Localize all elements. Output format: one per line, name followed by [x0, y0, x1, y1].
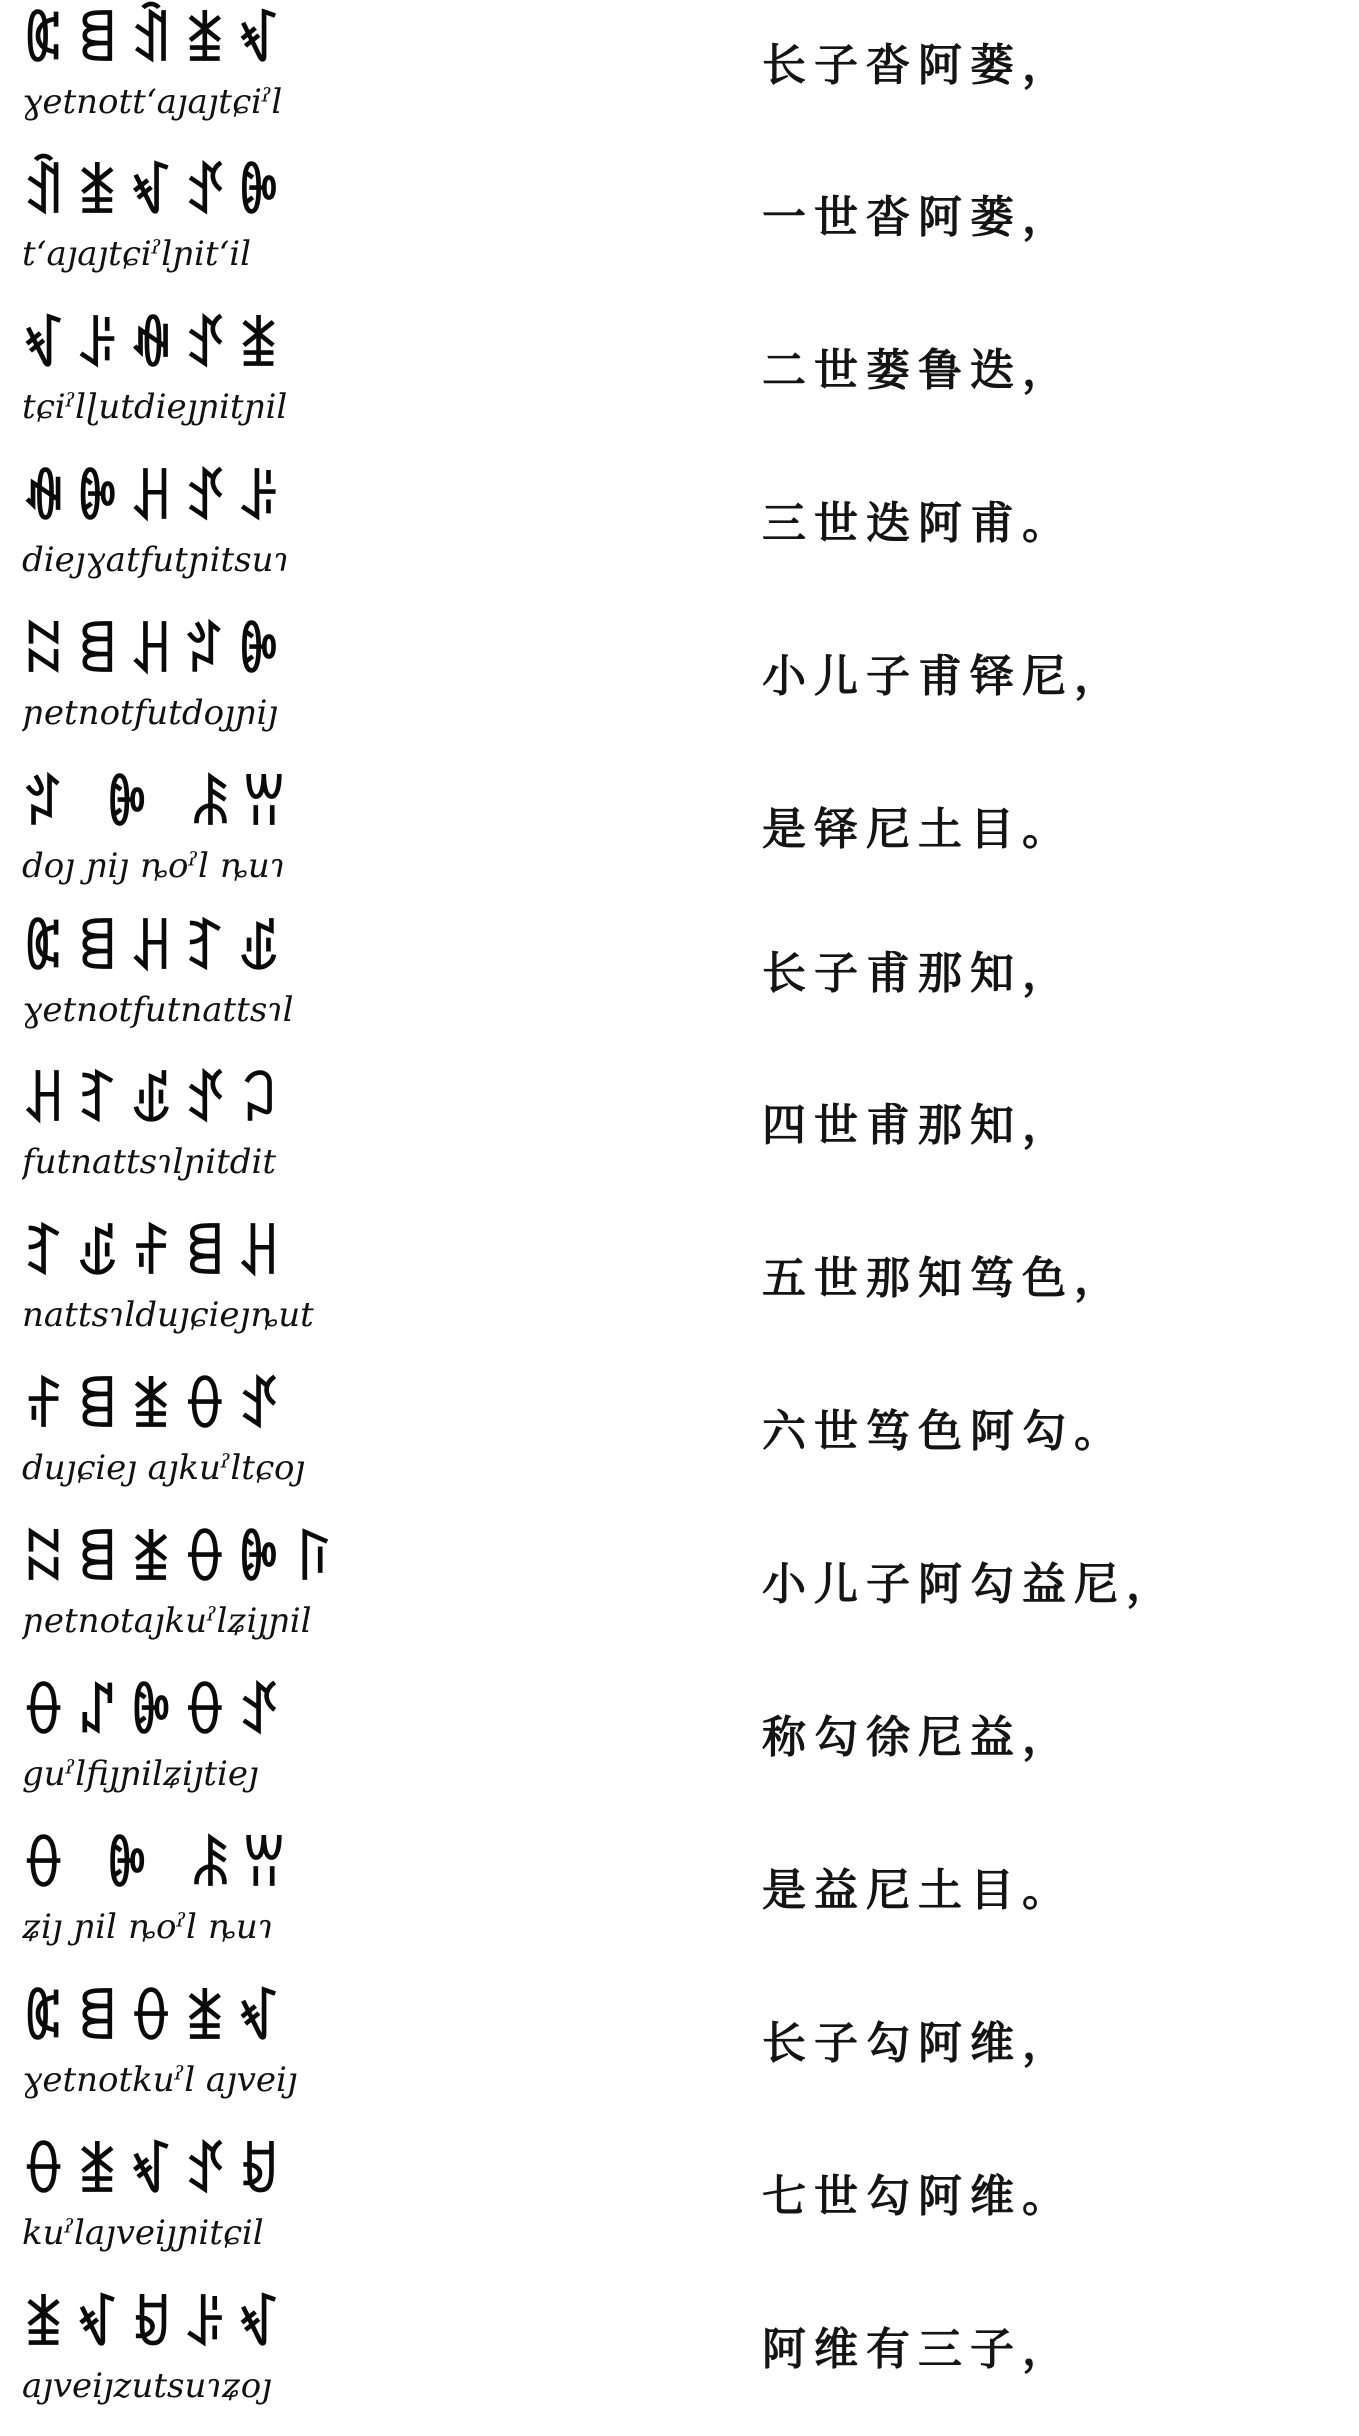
yi-script-line: ꁧꃴꀂꌠꃴ	[22, 2292, 291, 2358]
verse-row	[0, 305, 1359, 457]
verse-row	[0, 764, 1359, 916]
phonetic-transcription: ɣetnottʻaȷaȷtɕiˀl	[22, 82, 283, 122]
phonetic-transcription: ʑiȷ ɲil ȵoˀl ȵuɿ	[22, 1907, 274, 1947]
yi-script-line: ꄂ ꐊ ꄯꀕ	[22, 772, 296, 838]
phonetic-transcription: guˀlfiȷɲilʑiȷtieȷ	[22, 1754, 259, 1794]
verse-row	[0, 152, 1359, 304]
verse-row	[0, 1978, 1359, 2130]
phonetic-transcription: duȷɕieȷ aȷkuˀltɕoȷ	[22, 1448, 306, 1488]
verse-row	[0, 1060, 1359, 1212]
verse-row	[0, 0, 1359, 152]
yi-script-line: ꀉꁧꃴꀋꐊ	[22, 160, 291, 226]
chinese-translation: 长子沓阿蒌，	[762, 40, 1074, 91]
phonetic-transcription: aȷveiȷzutsuɿʑoȷ	[22, 2366, 272, 2406]
verse-row	[0, 1825, 1359, 1977]
phonetic-transcription: ɣetnotfutnattsɿl	[22, 990, 294, 1030]
phonetic-transcription: futnattsɿlɲitdit	[22, 1142, 277, 1182]
yi-script-line: ꀇꁌꃅꆈꍑ	[22, 916, 291, 982]
yi-script-line: ꃴꌠꊿꀋꁧ	[22, 313, 291, 379]
yi-script-line: ꂷꁧꃴꀋꀂ	[22, 2139, 291, 2205]
verse-row	[0, 1213, 1359, 1365]
verse-row	[0, 611, 1359, 763]
yi-script-line: ꉆꁌꃅꄂꐊ	[22, 619, 291, 685]
phonetic-transcription: ɲetnotaȷkuˀlʑiȷɲil	[22, 1601, 312, 1641]
verse-row	[0, 908, 1359, 1060]
chinese-translation: 是益尼土目。	[762, 1865, 1074, 1916]
yi-script-line: ꂷ ꐊ ꄯꀕ	[22, 1833, 296, 1899]
chinese-translation: 四世甫那知，	[762, 1100, 1074, 1151]
verse-row	[0, 2131, 1359, 2283]
phonetic-transcription: tʻaȷaȷtɕiˀlɲitʻil	[22, 234, 252, 274]
chinese-translation: 长子甫那知，	[762, 948, 1074, 999]
yi-script-line: ꆈꍑꄙꁌꃅ	[22, 1221, 291, 1287]
phonetic-transcription: ɲetnotfutdoȷɲiȷ	[22, 693, 278, 733]
verse-row	[0, 458, 1359, 610]
chinese-translation: 长子勾阿维，	[762, 2018, 1074, 2069]
phonetic-transcription: kuˀlaȷveiȷɲitɕil	[22, 2213, 264, 2253]
verse-row	[0, 1366, 1359, 1518]
chinese-translation: 阿维有三子，	[762, 2324, 1074, 2375]
phonetic-transcription: doȷ ɲiȷ ȵoˀl ȵuɿ	[22, 846, 286, 886]
verse-row	[0, 2284, 1359, 2436]
chinese-translation: 小儿子甫铎尼，	[762, 651, 1126, 702]
yi-script-line: ꄙꁌꁧꂷꀋ	[22, 1374, 291, 1440]
chinese-translation: 五世那知笃色，	[762, 1253, 1126, 1304]
chinese-translation: 三世迭阿甫。	[762, 498, 1074, 549]
chinese-translation: 一世沓阿蒌，	[762, 192, 1074, 243]
yi-script-line: ꂷꁴꐊꂷꀋ	[22, 1680, 291, 1746]
yi-script-line: ꉆꁌꁧꂷꐊꑍ	[22, 1527, 345, 1593]
chinese-translation: 小儿子阿勾益尼，	[762, 1559, 1178, 1610]
chinese-translation: 六世笃色阿勾。	[762, 1406, 1126, 1457]
phonetic-transcription: tɕiˀlɭutdieȷɲitɲil	[22, 387, 288, 427]
phonetic-transcription: dieȷɣatfutɲitsuɿ	[22, 540, 289, 580]
yi-script-line: ꀇꁌꀉꁧꃴ	[22, 8, 291, 74]
chinese-translation: 二世蒌鲁迭，	[762, 345, 1074, 396]
yi-script-line: ꊿꐊꃅꀋꌠ	[22, 466, 291, 532]
chinese-translation: 称勾徐尼益，	[762, 1712, 1074, 1763]
phonetic-transcription: ɣetnotkuˀl aȷveiȷ	[22, 2060, 298, 2100]
verse-row	[0, 1672, 1359, 1824]
phonetic-transcription: nattsɿlduȷɕieȷȵut	[22, 1295, 314, 1335]
chinese-translation: 是铎尼土目。	[762, 804, 1074, 855]
yi-script-line: ꀇꁌꂷꁧꃴ	[22, 1986, 291, 2052]
chinese-translation: 七世勾阿维。	[762, 2171, 1074, 2222]
verse-row	[0, 1519, 1359, 1671]
yi-script-line: ꃅꆈꍑꀋꃀ	[22, 1068, 291, 1134]
